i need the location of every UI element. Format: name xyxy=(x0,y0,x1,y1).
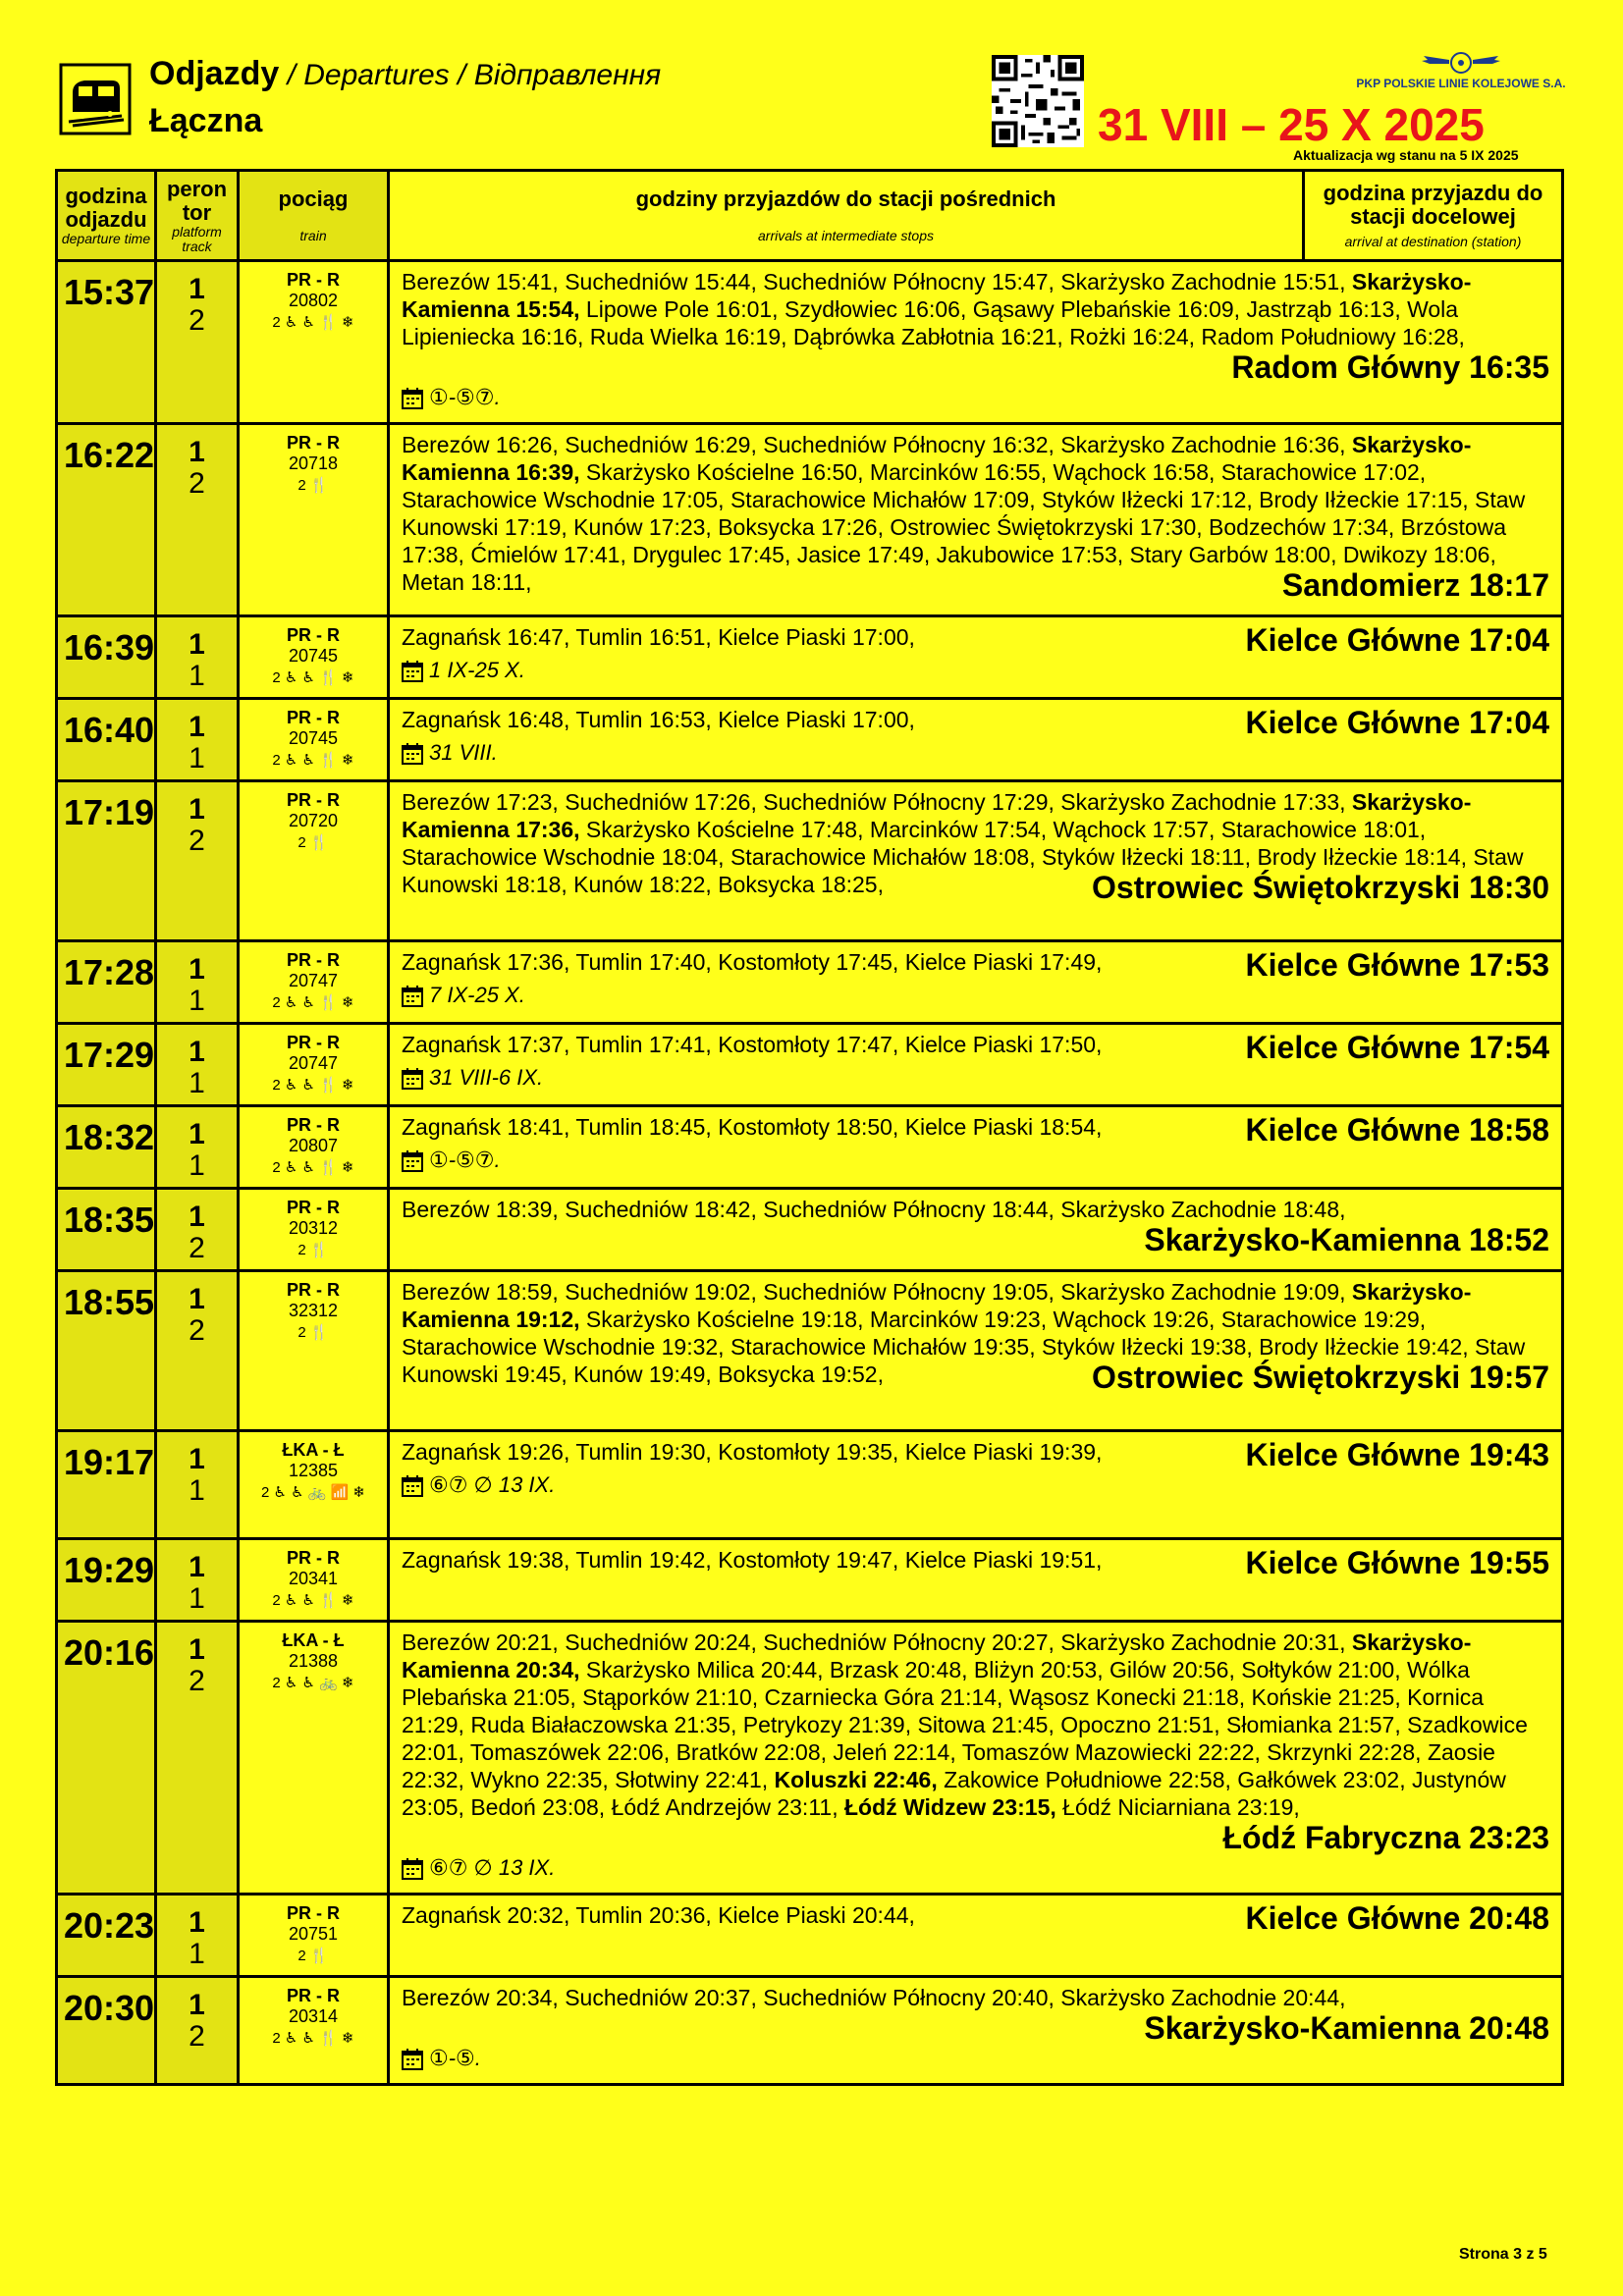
operating-days: ⑥⑦ ∅ 13 IX. xyxy=(402,1854,1549,1882)
operating-days: ①-⑤⑦. xyxy=(402,1147,1549,1174)
intermediate-stops xyxy=(402,1030,1549,1065)
track-number: 1 xyxy=(189,742,205,774)
track-number: 1 xyxy=(189,1149,205,1182)
destination-arrival: Ostrowiec Świętokrzyski 18:30 xyxy=(1092,870,1549,905)
stop-segment: Skarżysko Milica 20:44, Brzask 20:48, Bliżyn 20:53, Gilów 20:56, Sołtyków 21:00, Wólka Plebańska 21:05, Stąporków 21:10, Czarniecka Góra 21:14, Wąsosz Konecki 21:18, Końskie 21:25, Kornica 21:29, Ruda Białaczowska 21:35, Petrykozy 21:39, Sitowa 21:45, Opoczno 21:51, Słomianka 21:57, Szadkowice 22:01, Tomaszówek 22:06, Bratków 22:08, Jeleń 22:14, Tomaszów Mazowiecki 22:22, Skrzynki 22:28, Zaosie 22:32, Wykno 22:35, Słotwiny 22:41, xyxy=(402,1657,1528,1792)
platform-track xyxy=(156,1977,239,2085)
platform-track xyxy=(156,1431,239,1539)
service-icons: 2 ♿ ♿ 🍴 ❄ xyxy=(272,314,354,331)
service-icons: 2 ♿ ♿ 🍴 ❄ xyxy=(272,1159,354,1176)
stop-segment: Skarżysko-Kamienna 15:54, xyxy=(402,269,1472,322)
stop-segment: Skarżysko-Kamienna 20:34, xyxy=(402,1629,1472,1682)
column-header-train: pociąg train xyxy=(239,171,389,261)
calendar-icon xyxy=(402,1858,423,1880)
train-category: PR - R xyxy=(287,625,340,645)
departure-row[interactable] xyxy=(57,1622,1563,1895)
stop-segment: Berezów 18:59, Suchedniów 19:02, Suchedniów Północny 19:05, Skarżysko Zachodnie 19:09, xyxy=(402,1279,1352,1305)
intermediate-stops xyxy=(402,705,1549,740)
train-number: 20751 xyxy=(288,1924,339,1944)
train-info xyxy=(239,699,389,781)
route-stops xyxy=(389,1189,1563,1271)
departure-row[interactable] xyxy=(57,1539,1563,1622)
service-icons: 2 🍴 xyxy=(298,834,329,851)
operating-days: ①-⑤⑦. xyxy=(402,384,1549,411)
column-header-time: godzina odjazdu departure time xyxy=(57,171,156,261)
calendar-icon xyxy=(402,661,423,682)
stop-segment: Berezów 18:39, Suchedniów 18:42, Suchedniów Północny 18:44, Skarżysko Zachodnie 18:48, xyxy=(402,1197,1346,1222)
train-info xyxy=(239,1622,389,1895)
intermediate-stops xyxy=(402,1196,1549,1257)
train-number: 20747 xyxy=(288,971,339,990)
service-icons: 2 ♿ ♿ 🚲 ❄ xyxy=(272,1675,354,1691)
departure-time: 18:35 xyxy=(57,1189,156,1271)
train-info xyxy=(239,616,389,699)
departure-time: 15:37 xyxy=(57,261,156,424)
platform-track xyxy=(156,1271,239,1431)
route-stops xyxy=(389,1106,1563,1189)
departure-row[interactable] xyxy=(57,781,1563,941)
service-icons: 2 🍴 xyxy=(298,1324,329,1341)
service-icons: 2 ♿ ♿ 🍴 ❄ xyxy=(272,669,354,686)
stop-segment: Lipowe Pole 16:01, Szydłowiec 16:06, Gąsawy Plebańskie 16:09, Jastrząb 16:13, Wola Lipieniecka 16:16, Ruda Wielka 16:19, Dąbrówka Zabłotnia 16:21, Rożki 16:24, Radom Południowy 16:28, xyxy=(402,296,1465,349)
train-category: PR - R xyxy=(287,1903,340,1923)
stop-segment: Berezów 20:34, Suchedniów 20:37, Suchedniów Północny 20:40, Skarżysko Zachodnie 20:44, xyxy=(402,1985,1346,2010)
train-category: ŁKA - Ł xyxy=(282,1630,345,1650)
train-category: PR - R xyxy=(287,433,340,453)
stop-segment: Skarżysko-Kamienna 16:39, xyxy=(402,432,1472,485)
train-info xyxy=(239,1189,389,1271)
calendar-icon xyxy=(402,986,423,1007)
track-number: 2 xyxy=(189,467,205,500)
train-info xyxy=(239,261,389,424)
platform-number: 1 xyxy=(189,1633,205,1666)
destination-arrival: Kielce Główne 19:43 xyxy=(1245,1437,1549,1472)
operator-logo: PKP POLSKIE LINIE KOLEJOWE S.A. xyxy=(1353,51,1569,94)
train-category: PR - R xyxy=(287,1198,340,1217)
stop-segment: Zagnańsk 17:37, Tumlin 17:41, Kostomłoty 17:47, Kielce Piaski 17:50, xyxy=(402,1032,1103,1057)
departure-row[interactable] xyxy=(57,261,1563,424)
destination-arrival: Skarżysko-Kamienna 18:52 xyxy=(1144,1222,1549,1257)
departure-time: 19:17 xyxy=(57,1431,156,1539)
intermediate-stops xyxy=(402,1984,1549,2046)
intermediate-stops xyxy=(402,947,1549,983)
service-icons: 2 ♿ ♿ 🍴 ❄ xyxy=(272,752,354,769)
stop-segment: Skarżysko Kościelne 17:48, Marcinków 17:54, Wąchock 17:57, Starachowice 18:01, Starachowice Wschodnie 18:04, Starachowice Michałów 18:08, Styków Iłżecki 18:11, Brody Iłżeckie 18:14, Staw Kunowski 18:18, Kunów 18:22, Boksycka 18:25, xyxy=(402,817,1524,897)
intermediate-stops xyxy=(402,788,1549,905)
intermediate-stops xyxy=(402,268,1549,385)
stop-segment: Łódź Niciarniana 23:19, xyxy=(1055,1794,1300,1820)
departure-row[interactable] xyxy=(57,616,1563,699)
train-category: PR - R xyxy=(287,1033,340,1052)
stop-segment: Skarżysko-Kamienna 17:36, xyxy=(402,789,1472,842)
train-category: PR - R xyxy=(287,1115,340,1135)
platform-track xyxy=(156,1024,239,1106)
stop-segment: Zagnańsk 19:26, Tumlin 19:30, Kostomłoty 19:35, Kielce Piaski 19:39, xyxy=(402,1439,1103,1465)
train-category: ŁKA - Ł xyxy=(282,1440,345,1460)
platform-track xyxy=(156,261,239,424)
destination-arrival: Kielce Główne 19:55 xyxy=(1245,1545,1549,1580)
train-number: 20718 xyxy=(288,454,339,473)
platform-track xyxy=(156,1189,239,1271)
train-number: 20802 xyxy=(288,291,339,310)
train-number: 20341 xyxy=(288,1569,339,1588)
stop-segment: Zakowice Południowe 22:58, Gałkówek 23:02, Justynów 23:05, Bedoń 23:08, Łódź Andrzejów 23:11, xyxy=(402,1767,1506,1820)
route-stops xyxy=(389,1431,1563,1539)
destination-arrival: Sandomierz 18:17 xyxy=(1281,567,1549,603)
winged-wheel-icon xyxy=(1353,51,1569,77)
intermediate-stops xyxy=(402,1112,1549,1148)
calendar-icon xyxy=(402,1475,423,1497)
track-number: 2 xyxy=(189,304,205,337)
stop-segment: Zagnańsk 18:41, Tumlin 18:45, Kostomłoty 18:50, Kielce Piaski 18:54, xyxy=(402,1114,1103,1140)
train-number: 32312 xyxy=(288,1301,339,1320)
validity-dates: 31 VIII – 25 X 2025 xyxy=(1098,99,1485,150)
destination-arrival: Skarżysko-Kamienna 20:48 xyxy=(1144,2010,1549,2046)
stop-segment: Skarżysko Kościelne 19:18, Marcinków 19:23, Wąchock 19:26, Starachowice 19:29, Starachowice Wschodnie 19:32, Starachowice Michałów 19:35, Styków Iłżecki 19:38, Brody Iłżeckie 19:42, Staw Kunowski 19:45, Kunów 19:49, Boksycka 19:52, xyxy=(402,1307,1526,1387)
operating-days: ⑥⑦ ∅ 13 IX. xyxy=(402,1471,1549,1499)
platform-track xyxy=(156,781,239,941)
station-name: Łączna xyxy=(149,102,263,139)
page-number: Strona 3 z 5 xyxy=(1459,2246,1547,2263)
destination-arrival: Kielce Główne 17:04 xyxy=(1245,622,1549,658)
stop-segment: Berezów 20:21, Suchedniów 20:24, Suchedniów Północny 20:27, Skarżysko Zachodnie 20:31, xyxy=(402,1629,1352,1655)
route-stops xyxy=(389,261,1563,424)
departure-row[interactable] xyxy=(57,1977,1563,2085)
departure-time: 16:40 xyxy=(57,699,156,781)
train-info xyxy=(239,941,389,1024)
platform-number: 1 xyxy=(189,1283,205,1315)
stop-segment: Skarżysko Kościelne 16:50, Marcinków 16:55, Wąchock 16:58, Starachowice 17:02, Starachowice Wschodnie 17:05, Starachowice Michałów 17:09, Styków Iłżecki 17:12, Brody Iłżeckie 17:15, Staw Kunowski 17:19, Kunów 17:23, Boksycka 17:26, Ostrowiec Świętokrzyski 17:30, Bodzechów 17:34, Brzóstowa 17:38, Ćmielów 17:41, Drygulec 17:45, Jasice 17:49, Jakubowice 17:53, Stary Garbów 18:00, Dwikozy 18:06, Metan 18:11, xyxy=(402,459,1526,595)
departure-time: 16:22 xyxy=(57,424,156,616)
page-header xyxy=(0,0,1623,169)
departure-row[interactable] xyxy=(57,1431,1563,1539)
track-number: 1 xyxy=(189,1582,205,1615)
route-stops xyxy=(389,616,1563,699)
train-number: 20807 xyxy=(288,1136,339,1155)
stop-segment: Zagnańsk 19:38, Tumlin 19:42, Kostomłoty 19:47, Kielce Piaski 19:51, xyxy=(402,1547,1103,1573)
train-category: PR - R xyxy=(287,790,340,810)
platform-number: 1 xyxy=(189,711,205,743)
platform-number: 1 xyxy=(189,1443,205,1475)
calendar-icon xyxy=(402,2049,423,2070)
platform-number: 1 xyxy=(189,273,205,305)
service-icons: 2 ♿ ♿ 🍴 ❄ xyxy=(272,994,354,1011)
platform-track xyxy=(156,424,239,616)
platform-track xyxy=(156,1539,239,1622)
train-category: PR - R xyxy=(287,708,340,727)
platform-number: 1 xyxy=(189,628,205,661)
track-number: 2 xyxy=(189,825,205,857)
stop-segment: Berezów 17:23, Suchedniów 17:26, Suchedniów Północny 17:29, Skarżysko Zachodnie 17:33, xyxy=(402,789,1352,815)
destination-arrival: Ostrowiec Świętokrzyski 19:57 xyxy=(1092,1360,1549,1395)
departure-time: 20:30 xyxy=(57,1977,156,2085)
destination-arrival: Kielce Główne 20:48 xyxy=(1245,1900,1549,1936)
destination-arrival: Łódź Fabryczna 23:23 xyxy=(1222,1820,1549,1855)
intermediate-stops xyxy=(402,1278,1549,1395)
platform-number: 1 xyxy=(189,1551,205,1583)
platform-track xyxy=(156,941,239,1024)
platform-number: 1 xyxy=(189,953,205,986)
departure-time: 18:55 xyxy=(57,1271,156,1431)
departure-time: 16:39 xyxy=(57,616,156,699)
update-note: Aktualizacja wg stanu na 5 IX 2025 xyxy=(1293,147,1519,163)
departure-time: 20:16 xyxy=(57,1622,156,1895)
track-number: 2 xyxy=(189,1232,205,1264)
departure-time: 19:29 xyxy=(57,1539,156,1622)
operating-days: 31 VIII. xyxy=(402,739,1549,767)
platform-track xyxy=(156,1106,239,1189)
route-stops xyxy=(389,941,1563,1024)
stop-segment: Zagnańsk 16:47, Tumlin 16:51, Kielce Piaski 17:00, xyxy=(402,624,915,650)
track-number: 2 xyxy=(189,2020,205,2053)
service-icons: 2 🍴 xyxy=(298,1948,329,1964)
train-number: 20747 xyxy=(288,1053,339,1073)
train-category: PR - R xyxy=(287,1986,340,2005)
train-info xyxy=(239,1539,389,1622)
destination-arrival: Radom Główny 16:35 xyxy=(1231,349,1549,385)
stop-segment: Skarżysko-Kamienna 19:12, xyxy=(402,1279,1472,1332)
platform-number: 1 xyxy=(189,1118,205,1150)
qr-code[interactable] xyxy=(992,55,1084,147)
calendar-icon xyxy=(402,743,423,765)
departure-time: 17:29 xyxy=(57,1024,156,1106)
intermediate-stops xyxy=(402,1629,1549,1855)
track-number: 2 xyxy=(189,1665,205,1697)
route-stops xyxy=(389,1539,1563,1622)
table-header-row xyxy=(57,171,1563,261)
intermediate-stops xyxy=(402,622,1549,658)
departure-time: 17:19 xyxy=(57,781,156,941)
departure-row[interactable] xyxy=(57,1895,1563,1977)
train-info xyxy=(239,1271,389,1431)
platform-number: 1 xyxy=(189,436,205,468)
train-number: 20312 xyxy=(288,1218,339,1238)
calendar-icon xyxy=(402,1068,423,1090)
train-icon xyxy=(59,63,132,135)
stop-segment: Zagnańsk 17:36, Tumlin 17:40, Kostomłoty 17:45, Kielce Piaski 17:49, xyxy=(402,949,1103,975)
route-stops xyxy=(389,1977,1563,2085)
departure-row[interactable] xyxy=(57,941,1563,1024)
service-icons: 2 ♿ ♿ 🚲 📶 ❄ xyxy=(261,1484,365,1501)
platform-track xyxy=(156,1895,239,1977)
route-stops xyxy=(389,424,1563,616)
route-stops xyxy=(389,1271,1563,1431)
page-title: Odjazdy / Departures / Відправлення xyxy=(149,55,662,92)
track-number: 1 xyxy=(189,985,205,1017)
departures-table xyxy=(55,169,1564,2086)
route-stops xyxy=(389,1622,1563,1895)
track-number: 1 xyxy=(189,1474,205,1507)
route-stops xyxy=(389,781,1563,941)
route-stops xyxy=(389,1895,1563,1977)
intermediate-stops xyxy=(402,1545,1549,1580)
train-number: 20720 xyxy=(288,811,339,830)
train-category: PR - R xyxy=(287,950,340,970)
train-number: 20314 xyxy=(288,2006,339,2026)
service-icons: 2 ♿ ♿ 🍴 ❄ xyxy=(272,1592,354,1609)
destination-arrival: Kielce Główne 17:53 xyxy=(1245,947,1549,983)
departure-row[interactable] xyxy=(57,424,1563,616)
track-number: 1 xyxy=(189,660,205,692)
destination-arrival: Kielce Główne 17:04 xyxy=(1245,705,1549,740)
intermediate-stops xyxy=(402,1900,1549,1936)
departure-row[interactable] xyxy=(57,1024,1563,1106)
stop-segment: Berezów 15:41, Suchedniów 15:44, Suchedniów Północny 15:47, Skarżysko Zachodnie 15:51, xyxy=(402,269,1352,294)
departure-row[interactable] xyxy=(57,1189,1563,1271)
departure-time: 20:23 xyxy=(57,1895,156,1977)
service-icons: 2 ♿ ♿ 🍴 ❄ xyxy=(272,2030,354,2047)
stop-segment: Berezów 16:26, Suchedniów 16:29, Suchedniów Północny 16:32, Skarżysko Zachodnie 16:36, xyxy=(402,432,1352,457)
platform-number: 1 xyxy=(189,793,205,826)
platform-track xyxy=(156,1622,239,1895)
departure-time: 18:32 xyxy=(57,1106,156,1189)
service-icons: 2 🍴 xyxy=(298,477,329,494)
departure-row[interactable] xyxy=(57,1271,1563,1431)
train-info xyxy=(239,1977,389,2085)
calendar-icon xyxy=(402,1150,423,1172)
platform-number: 1 xyxy=(189,1906,205,1939)
train-category: PR - R xyxy=(287,1548,340,1568)
departure-row[interactable] xyxy=(57,1106,1563,1189)
intermediate-stops xyxy=(402,431,1549,603)
stop-segment: Łódź Widzew 23:15, xyxy=(843,1794,1056,1820)
route-stops xyxy=(389,1024,1563,1106)
platform-number: 1 xyxy=(189,1036,205,1068)
train-number: 20745 xyxy=(288,728,339,748)
service-icons: 2 ♿ ♿ 🍴 ❄ xyxy=(272,1077,354,1094)
stop-segment: Koluszki 22:46, xyxy=(774,1767,938,1792)
platform-track xyxy=(156,616,239,699)
track-number: 1 xyxy=(189,1938,205,1970)
train-info xyxy=(239,424,389,616)
stop-segment: Zagnańsk 20:32, Tumlin 20:36, Kielce Piaski 20:44, xyxy=(402,1902,915,1928)
train-info xyxy=(239,1024,389,1106)
train-info xyxy=(239,781,389,941)
destination-arrival: Kielce Główne 17:54 xyxy=(1245,1030,1549,1065)
operating-days: 31 VIII-6 IX. xyxy=(402,1064,1549,1092)
departure-row[interactable] xyxy=(57,699,1563,781)
platform-number: 1 xyxy=(189,1989,205,2021)
calendar-icon xyxy=(402,388,423,409)
train-category: PR - R xyxy=(287,270,340,290)
train-info xyxy=(239,1106,389,1189)
train-info xyxy=(239,1431,389,1539)
operating-days: ①-⑤. xyxy=(402,2045,1549,2072)
train-number: 20745 xyxy=(288,646,339,666)
column-header-destination: godzina przyjazdu do stacji docelowej arrival at destination (station) xyxy=(1304,171,1563,261)
train-number: 21388 xyxy=(288,1651,339,1671)
train-info xyxy=(239,1895,389,1977)
service-icons: 2 🍴 xyxy=(298,1242,329,1258)
column-header-track: peron tor platform track xyxy=(156,171,239,261)
platform-number: 1 xyxy=(189,1201,205,1233)
train-number: 12385 xyxy=(288,1461,339,1480)
intermediate-stops xyxy=(402,1437,1549,1472)
train-category: PR - R xyxy=(287,1280,340,1300)
platform-track xyxy=(156,699,239,781)
destination-arrival: Kielce Główne 18:58 xyxy=(1245,1112,1549,1148)
operating-days: 1 IX-25 X. xyxy=(402,657,1549,684)
departure-time: 17:28 xyxy=(57,941,156,1024)
column-header-intermediate: godziny przyjazdów do stacji pośrednich arrivals at intermediate stops xyxy=(389,171,1304,261)
stop-segment: Zagnańsk 16:48, Tumlin 16:53, Kielce Piaski 17:00, xyxy=(402,707,915,732)
route-stops xyxy=(389,699,1563,781)
track-number: 1 xyxy=(189,1067,205,1099)
track-number: 2 xyxy=(189,1314,205,1347)
operating-days: 7 IX-25 X. xyxy=(402,982,1549,1009)
